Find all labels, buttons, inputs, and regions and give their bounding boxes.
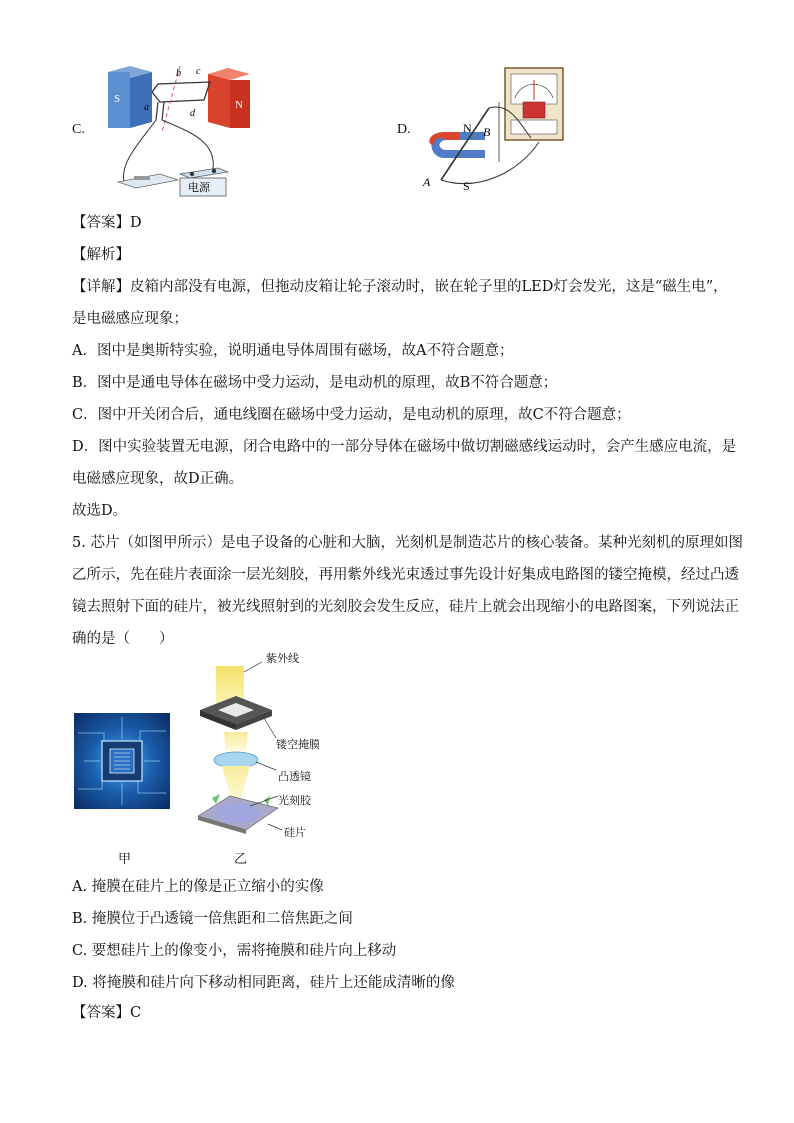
magnet-n-label: N: [235, 99, 243, 111]
figure-option-c: [72, 62, 272, 202]
magnet-s-label: S: [114, 93, 121, 105]
q4-option-d-line-1: D．图中实验装置无电源，闭合电路中的一部分导体在磁场中做切割磁感线运动时，会产生感应电流，是: [72, 439, 737, 455]
coil-label-a: a: [144, 102, 149, 113]
q5-answer: 【答案】C: [72, 1005, 142, 1021]
power-label: 电源: [188, 181, 210, 194]
q4-option-a: A．图中是奥斯特实验，说明通电导体周围有磁场，故A不符合题意；: [72, 343, 514, 359]
label-resist: 光刻胶: [278, 794, 311, 807]
coil-label-d: d: [190, 108, 195, 119]
pole-s-label: S: [463, 179, 470, 193]
q4-option-b: B．图中是通电导体在磁场中受力运动，是电动机的原理，故B不符合题意；: [72, 375, 558, 391]
figure-label-yi: 乙: [234, 852, 248, 867]
q5-option-b: B. 掩膜位于凸透镜一倍焦距和二倍焦距之间: [72, 911, 353, 927]
option-d-letter: D.: [397, 122, 411, 137]
q5-stem-line-3: 镜去照射下面的硅片，被光线照射到的光刻胶会发生反应，硅片上就会出现缩小的电路图案，下列说法正: [72, 599, 739, 615]
label-uv: 紫外线: [266, 652, 299, 665]
q4-conclusion: 故选D。: [72, 503, 128, 519]
motor-coil-diagram: [100, 62, 272, 202]
label-wafer: 硅片: [284, 826, 306, 839]
option-c-letter: C.: [72, 122, 85, 137]
q4-answer: 【答案】D: [72, 215, 142, 231]
q4-option-d-line-2: 电磁感应现象，故D正确。: [72, 471, 244, 487]
chip-icon: [74, 713, 170, 809]
q5-option-d: D. 将掩膜和硅片向下移动相同距离，硅片上还能成清晰的像: [72, 975, 455, 991]
q5-stem-line-2: 乙所示，先在硅片表面涂一层光刻胶，再用紫外线光束透过事先设计好集成电路图的镂空掩模，经过凸透: [72, 567, 739, 583]
label-lens: 凸透镜: [278, 770, 311, 783]
coil-label-b: b: [176, 68, 181, 79]
q4-detail-line-2: 是电磁感应现象；: [72, 311, 188, 327]
figure-label-jia: 甲: [118, 852, 132, 867]
q4-detail-line-1: 【详解】皮箱内部没有电源，但拖动皮箱让轮子滚动时，嵌在轮子里的LED灯会发光，这是“磁生电”，: [72, 279, 728, 295]
coil-label-c: c: [196, 66, 201, 77]
q5-option-a: A. 掩膜在硅片上的像是正立缩小的实像: [72, 879, 324, 895]
q5-stem-line-1: 5. 芯片（如图甲所示）是电子设备的心脏和大脑，光刻机是制造芯片的核心装备。某种光刻机的原理如图: [72, 535, 743, 551]
q4-option-c: C．图中开关闭合后，通电线圈在磁场中受力运动，是电动机的原理，故C不符合题意；: [72, 407, 631, 423]
rod-end-a-label: A: [423, 175, 431, 189]
pole-n-label: N: [463, 121, 472, 135]
chip-photo: [74, 713, 170, 809]
figure-option-d: [397, 62, 577, 202]
q5-stem-line-4: 确的是（ ）: [72, 631, 174, 647]
q4-analysis-heading: 【解析】: [72, 247, 130, 263]
q5-option-c: C. 要想硅片上的像变小，需将掩膜和硅片向上移动: [72, 943, 397, 959]
label-mask: 镂空掩膜: [276, 738, 320, 751]
galvanometer-magnet-diagram: [419, 62, 577, 202]
rod-end-b-label: B: [483, 125, 491, 139]
